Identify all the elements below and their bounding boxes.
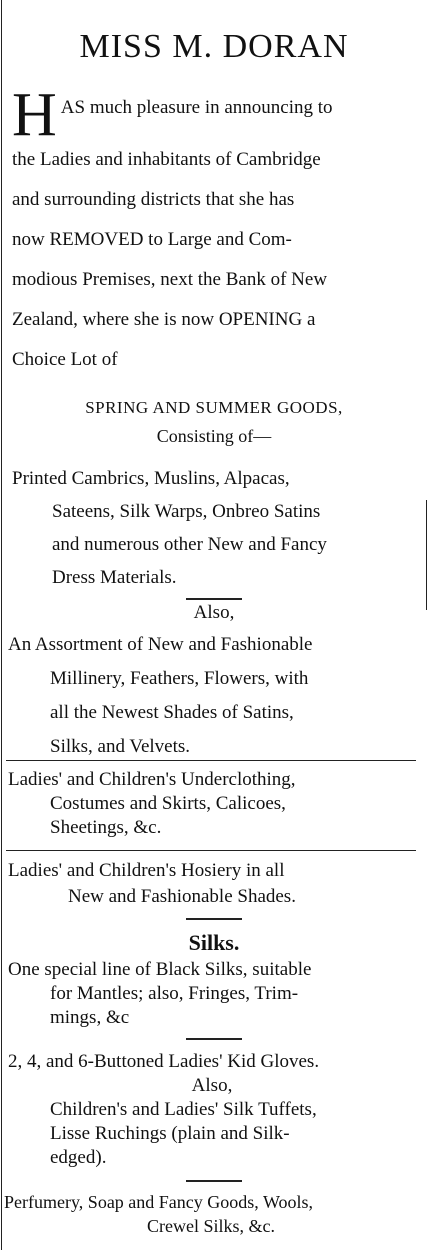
also-label: Also, <box>191 1075 233 1096</box>
millinery-line: An Assortment of New and Fashionable <box>8 634 313 655</box>
intro-line: Choice Lot of <box>12 349 118 370</box>
perfumery-line: Crewel Silks, &c. <box>147 1216 275 1236</box>
intro-line: Zealand, where she is now OPENING a <box>12 309 316 330</box>
dress-line: and numerous other New and Fancy <box>52 534 327 555</box>
gloves-section <box>8 1050 416 1170</box>
gloves-line: edged). <box>50 1147 107 1168</box>
hosiery-section <box>8 858 416 910</box>
intro-line: AS much pleasure in announcing to <box>60 97 333 118</box>
dress-line: Sateens, Silk Warps, Onbreo Satins <box>52 501 321 522</box>
millinery-line: all the Newest Shades of Satins, <box>50 702 294 723</box>
gloves-line: Children's and Ladies' Silk Tuffets, <box>50 1099 317 1120</box>
intro-paragraph <box>12 81 414 380</box>
millinery-line: Silks, and Velvets. <box>50 736 191 757</box>
silks-heading: Silks. <box>188 930 240 955</box>
divider-rule <box>186 1180 242 1182</box>
hosiery-line: Ladies' and Children's Hosiery in all <box>8 860 285 881</box>
spring-summer-heading: SPRING AND SUMMER GOODS, <box>85 398 343 417</box>
dress-materials-section <box>12 462 416 594</box>
underclothing-section <box>8 768 416 840</box>
underclothing-line: Costumes and Skirts, Calicoes, <box>50 793 286 814</box>
left-border <box>1 0 2 1250</box>
millinery-section <box>8 628 416 764</box>
hosiery-line: New and Fashionable Shades. <box>68 886 296 907</box>
consisting-of: Consisting of— <box>156 426 272 446</box>
millinery-line: Millinery, Feathers, Flowers, with <box>50 668 309 689</box>
silks-section <box>8 958 416 1030</box>
intro-line: the Ladies and inhabitants of Cambridge <box>12 149 321 170</box>
divider-rule <box>186 918 242 920</box>
drop-cap: H <box>12 81 57 149</box>
dress-line: Printed Cambrics, Muslins, Alpacas, <box>12 468 290 489</box>
intro-line: and surrounding districts that she has <box>12 189 295 210</box>
silks-line: mings, &c <box>50 1007 130 1028</box>
advertiser-name: MISS M. DORAN <box>79 28 349 65</box>
dress-line: Dress Materials. <box>52 567 177 588</box>
underclothing-line: Sheetings, &c. <box>50 817 162 838</box>
underclothing-line: Ladies' and Children's Underclothing, <box>8 769 296 790</box>
right-border <box>426 500 427 610</box>
divider-rule <box>186 598 242 600</box>
intro-line: now REMOVED to Large and Com- <box>12 229 292 250</box>
section-rule <box>6 850 416 851</box>
perfumery-line: Perfumery, Soap and Fancy Goods, Wools, <box>4 1192 314 1212</box>
gloves-line: 2, 4, and 6-Buttoned Ladies' Kid Gloves. <box>8 1051 320 1072</box>
divider-rule <box>186 1038 242 1040</box>
gloves-line: Lisse Ruchings (plain and Silk- <box>50 1123 290 1144</box>
silks-line: One special line of Black Silks, suitable <box>8 959 312 980</box>
perfumery-section <box>4 1190 418 1238</box>
also-label: Also, <box>193 602 235 623</box>
silks-line: for Mantles; also, Fringes, Trim- <box>50 983 299 1004</box>
section-rule <box>6 760 416 761</box>
intro-line: modious Premises, next the Bank of New <box>12 269 328 290</box>
